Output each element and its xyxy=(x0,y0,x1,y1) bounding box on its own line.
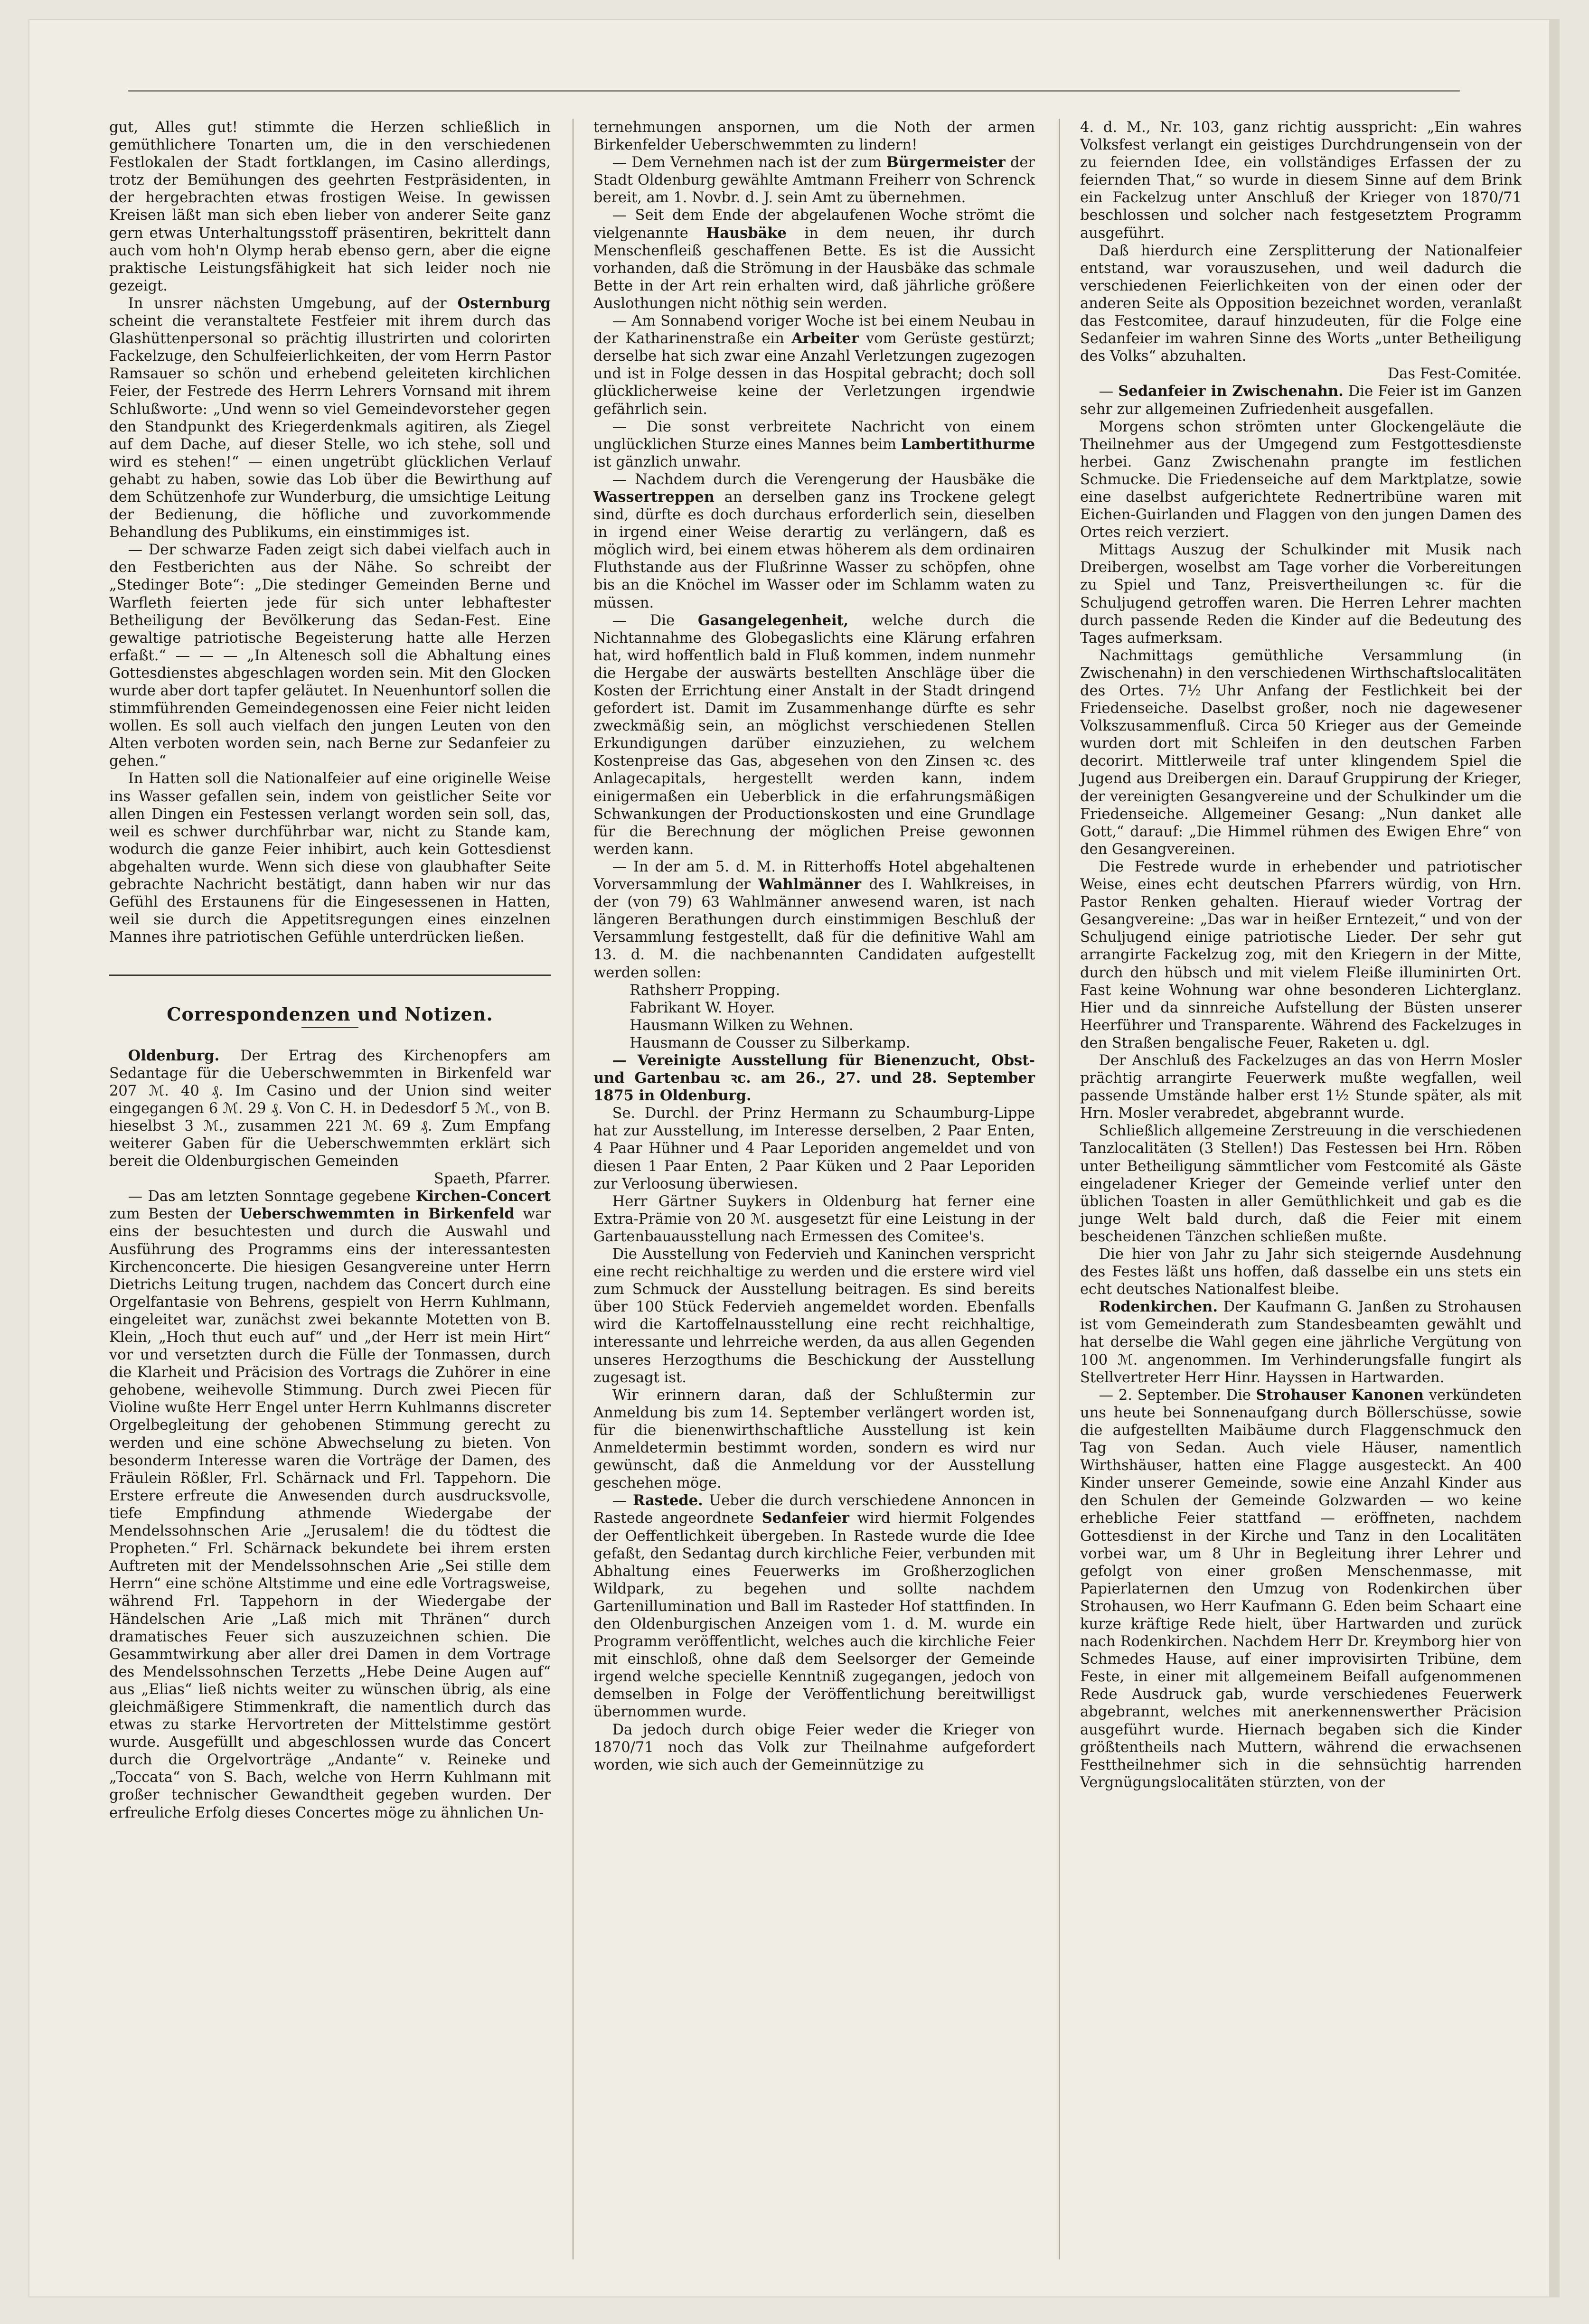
list-item: Hausmann Wilken zu Wehnen. xyxy=(630,1017,854,1034)
paragraph: Rodenkirchen. Der Kaufmann G. Janßen zu Strohausen ist vom Gemeinderath zum Standesbeamten gewählt und hat derselbe die Wahl gegen eine jährliche Vergütung von 100 ℳ. angenommen. Im Verhinderungsfalle fungirt als Stellvertreter Herr Hinr. Hayssen in Hartwarden. xyxy=(1080,1298,1522,1386)
paragraph: Mittags Auszug der Schulkinder mit Musik nach Dreibergen, woselbst am Tage vorher die Vorbereitungen zu Spiel und Tanz, Preisvertheilungen ꝛc. für die Schuljugend getroffen waren. Die Herren Lehrer machten durch passende Reden die Kinder auf die Bedeutung des Tages aufmerksam. xyxy=(1080,542,1522,647)
paragraph: Nachmittags gemüthliche Versammlung (in Zwischenahn) in den verschiedenen Wirthschaftslocalitäten des Ortes. 7½ Uhr Anfang der Festlichkeit bei der Friedenseiche. Daselbst großer, noch nie dagewesener Volkszusammenfluß. Circa 50 Krieger aus der Gemeinde wurden dort mit Schleifen in den deutschen Farben decorirt. Mittlerweile traf unter klingendem Spiel die Jugend aus Dreibergen ein. Darauf Gruppirung der Krieger, der vereinigten Gesangvereine und der Schulkinder um die Friedenseiche. Allgemeiner Gesang: „Nun danket alle Gott,“ darauf: „Die Himmel rühmen des Ewigen Ehre“ von den Gesangvereinen. xyxy=(1080,647,1522,858)
section-heading: Correspondenzen und Notizen. xyxy=(167,1003,493,1025)
paragraph: — Der schwarze Faden zeigt sich dabei vielfach auch in den Festberichten aus der Nähe. So schreibt der „Stedinger Bote“: „Die stedinger Gemeinden Berne und Warfleth feierten jede für sich unter lebhaftester Betheiligung der Bevölkerung das Sedan-Fest. Eine gewaltige patriotische Begeisterung hatte alle Herzen erfaßt.“ — — — „In Altenesch soll die Abhaltung eines Gottesdienstes abgeschlagen worden sein. Mit den Glocken wurde aber dort tapfer geläutet. In Neuenhuntorf sollen die stimmführenden Gemeindegenossen eine Feier nicht leiden wollen. Es soll auch vielfach den jungen Leuten von den Alten verboten worden sein, nach Berne zur Sedanfeier zu gehen.“ xyxy=(109,542,551,770)
paragraph: — 2. September. Die Strohauser Kanonen verkündeten uns heute bei Sonnenaufgang durch Böllerschüsse, sowie die aufgestellten Maibäume durch Flaggenschmuck den Tag von Sedan. Auch viele Häuser, namentlich Wirthshäuser, hatten eine Flagge ausgesteckt. An 400 Kinder unserer Gemeinde, sowie eine Anzahl Kinder aus den Schulen der Gemeinde Golzwarden — wo keine erhebliche Feier stattfand — eröffneten, nachdem Gottesdienst in der Kirche und Tanz in den Localitäten vorbei war, um 8 Uhr in Begleitung ihrer Lehrer und gefolgt von einer großen Menschenmasse, mit Papierlaternen den Umzug von Rodenkirchen über Strohausen, wo Herr Kaufmann G. Eden beim Schaart eine kurze kräftige Rede hielt, über Hartwarden und zurück nach Rodenkirchen. Nachdem Herr Dr. Kreymborg hier von Schmedes Hause, auf einer improvisirten Tribüne, dem Feste, in einer mit allgemeinem Beifall aufgenommenen Rede Ausdruck gab, wurde verschiedenes Feuerwerk abgebrannt, welches mit anerkennenswerther Präcision ausgeführt wurde. Hiernach begaben sich die Kinder größtentheils nach Muttern, während die erwachsenen Festtheilnehmer sich in die sehnsüchtig harrenden Vergnügungslocalitäten stürzten, von der xyxy=(1080,1386,1522,1791)
paragraph: In unsrer nächsten Umgebung, auf der Osternburg scheint die veranstaltete Festfeier mit ihrem durch das Glashüttenpersonal so prächtig illustrirten und colorirten Fackelzuge, den Schulfeierlichkeiten, der vom Herrn Pastor Ramsauer so schön und erhebend geleiteten kirchlichen Feier, der Festrede des Herrn Lehrers Vornsand mit ihrem Schlußworte: „Und wenn so viel Gemeindevorsteher gegen den Standpunkt des Kriegerdenkmals agitiren, als Ziegel auf dem Dache, auf dieser Stelle, wo ich stehe, soll und wird es stehen!“ — einen ungetrübt glücklichen Verlauf gehabt zu haben, sowie das Lob über die Bewirthung auf dem Schützenhofe zur Wunderburg, die umsichtige Leitung der Bedienung, die höfliche und zuvorkommende Behandlung des Publikums, ein einstimmiges ist. xyxy=(109,294,551,541)
paragraph: 4. d. M., Nr. 103, ganz richtig ausspricht: „Ein wahres Volksfest verlangt ein geistiges Durchdrungensein von der zu feiernden Idee, ein vollständiges Erfassen der zu feiernden That,“ so wurde in diesem Sinne auf dem Brink ein Fackelzug unter Anschluß der Krieger von 1870/71 beschlossen und solcher nach festgesetztem Programm ausgeführt. xyxy=(1080,119,1522,242)
column-3 xyxy=(1080,119,1522,2259)
signature: Spaeth, Pfarrer. xyxy=(433,1171,551,1188)
newspaper-page xyxy=(28,19,1560,2297)
column-1 xyxy=(109,119,551,2259)
paragraph: Der Anschluß des Fackelzuges an das von Herrn Mosler prächtig arrangirte Feuerwerk mußte wegfallen, weil passende Umstände halber erst 1½ Stunde später, als mit Hrn. Mosler verabredet, abgebrannt wurde. xyxy=(1080,1052,1522,1122)
section-rule xyxy=(109,975,551,976)
signature: Das Fest-Comitée. xyxy=(1387,365,1522,383)
paragraph: Die hier von Jahr zu Jahr sich steigernde Ausdehnung des Festes läßt uns hoffen, daß dasselbe ein uns stets ein echt deutsches Nationalfest bleibe. xyxy=(1080,1246,1522,1298)
paragraph: Oldenburg. Der Ertrag des Kirchenopfers am Sedantage für die Ueberschwemmten in Birkenfeld war 207 ℳ. 40 ₰. Im Casino und der Union sind weiter eingegangen 6 ℳ. 29 ₰. Von C. H. in Dedesdorf 5 ℳ., von B. hieselbst 3 ℳ., zusammen 221 ℳ. 69 ₰. Zum Empfang weiterer Gaben für die Ueberschwemmten erklärt sich bereit die Oldenburgischen Gemeinden xyxy=(109,1047,551,1170)
paragraph: — Sedanfeier in Zwischenahn. Die Feier ist im Ganzen sehr zur allgemeinen Zufriedenheit ausgefallen. xyxy=(1080,383,1522,418)
paragraph: Die Ausstellung von Federvieh und Kaninchen verspricht eine recht reichhaltige zu werden und die erstere wird viel zum Schmuck der Ausstellung beitragen. Es sind bereits über 100 Stück Federvieh angemeldet worden. Ebenfalls wird die Kartoffelnausstellung eine recht reichhaltige, interessante und lehrreiche werden, da aus allen Gegenden unseres Herzogthums die Beschickung der Ausstellung zugesagt ist. xyxy=(593,1246,1035,1386)
paragraph: ternehmungen anspornen, um die Noth der armen Birkenfelder Ueberschwemmten zu lindern! xyxy=(593,119,1035,154)
page-edge xyxy=(1549,19,1560,2297)
list-item: Rathsherr Propping. xyxy=(630,982,780,999)
column-divider xyxy=(1059,119,1060,2259)
paragraph: Daß hierdurch eine Zersplitterung der Nationalfeier entstand, war vorauszusehen, und weil dadurch die verschiedenen Feierlichkeiten von der einen oder der anderen Seite als Opposition bezeichnet worden, veranlaßt das Festcomitee, darauf hinzudeuten, für die Folge eine Sedanfeier im wahren Sinne des Worts „unter Betheiligung des Volks“ abzuhalten. xyxy=(1080,242,1522,365)
paragraph: — Die Gasangelegenheit, welche durch die Nichtannahme des Globegaslichts eine Klärung erfahren hat, wird hoffentlich bald in Fluß kommen, indem nunmehr die Hergabe der auswärts bestellten Anschläge über die Kosten der Errichtung einer Anstalt in der Stadt dringend gefordert ist. Damit im Zusammenhange dürfte es sehr zweckmäßig sein, an möglichst verschiedenen Stellen Erkundigungen darüber einzuziehen, zu welchem Kostenpreise das Gas, abgesehen von den Zinsen ꝛc. des Anlagecapitals, hergestellt werden kann, indem einigermaßen ein Ueberblick in die erfahrungsmäßigen Schwankungen der Productionskosten und eine Grundlage für die Berechnung der möglichen Preise gewonnen werden kann. xyxy=(593,611,1035,858)
paragraph: — Das am letzten Sonntage gegebene Kirchen-Concert zum Besten der Ueberschwemmten in Birkenfeld war eins der besuchtesten und durch die Auswahl und Ausführung des Programms eins der interessantesten Kirchenconcerte. Die hiesigen Gesangvereine unter Herrn Dietrichs Leitung trugen, nachdem das Concert durch eine Orgelfantasie von Behrens, gespielt von Herrn Kuhlmann, eingeleitet war, zunächst zwei bekannte Motetten von B. Klein, „Hoch thut euch auf“ und „der Herr ist mein Hirt“ vor und versetzten durch die Fülle der Tonmassen, durch die Klarheit und Präcision des Vortrags die Zuhörer in eine gehobene, weihevolle Stimmung. Durch zwei Piecen für Violine wußte Herr Engel unter Herrn Kuhlmanns discreter Orgelbegleitung der gehobenen Stimmung gerecht zu werden und eine schöne Abwechselung zu bieten. Von besonderm Interesse waren die Vorträge der Damen, des Fräulein Rößler, Frl. Schärnack und Frl. Tappehorn. Die Erstere erfreute die Anwesenden durch ausdrucksvolle, tiefe Empfindung athmende Wiedergabe der Mendelssohnschen Arie „Jerusalem! die du tödtest die Propheten.“ Frl. Schärnack bekundete bei ihrem ersten Auftreten mit der Mendelssohnschen Arie „Sei stille dem Herrn“ eine schöne Altstimme und eine edle Vortragsweise, während Frl. Tappehorn in der Wiedergabe der Händelschen Arie „Laß mich mit Thränen“ durch dramatisches Feuer sich auszuzeichnen schien. Die Gesammtwirkung aber aller drei Damen in dem Vortrage des Mendelssohnschen Terzetts „Hebe Deine Augen auf“ aus „Elias“ ließ nichts weiter zu wünschen übrig, als eine gleichmäßigere Stimmenkraft, die namentlich durch das etwas zu starke Hervortreten der Mittelstimme gestört wurde. Ausgefüllt und abgeschlossen wurde das Concert durch die Orgelvorträge „Andante“ v. Reineke und „Toccata“ von S. Bach, welche von Herrn Kuhlmann mit großer technischer Gewandtheit gegeben wurden. Der erfreuliche Erfolg dieses Concertes möge zu ähnlichen Un- xyxy=(109,1188,551,1821)
paragraph: Wir erinnern daran, daß der Schlußtermin zur Anmeldung bis zum 14. September verlängert worden ist, für die bienenwirthschaftliche Ausstellung ist kein Anmeldetermin bestimmt worden, sondern es wird nur gewünscht, daß die Anmeldung vor der Ausstellung geschehen möge. xyxy=(593,1387,1035,1492)
paragraph-heading: — Vereinigte Ausstellung für Bienenzucht, Obst- und Gartenbau ꝛc. am 26., 27. und 28. September 1875 in Oldenburg. xyxy=(593,1051,1035,1105)
list-item: Fabrikant W. Hoyer. xyxy=(630,999,775,1016)
paragraph: — Dem Vernehmen nach ist der zum Bürgermeister der Stadt Oldenburg gewählte Amtmann Freiherr von Schrenck bereit, am 1. Novbr. d. J. sein Amt zu übernehmen. xyxy=(593,154,1035,206)
heading-rule xyxy=(301,1027,358,1028)
candidate-list xyxy=(593,982,1035,1052)
paragraph: Die Festrede wurde in erhebender und patriotischer Weise, eines echt deutschen Pfarrers würdig, von Hrn. Pastor Renken gehalten. Hierauf wieder Vortrag der Gesangvereine: „Das war in heißer Erntezeit,“ und von der Schuljugend einige patriotische Lieder. Der sehr gut arrangirte Fackelzug zog, mit den Kriegern in der Mitte, durch den hübsch und mit vielem Fleiße illuminirten Ort. Fast keine Wohnung war ohne besonderen Lichterglanz. Hier und da sinnreiche Aufstellung der Büsten unserer Heerführer und Transparente. Während des Fackelzuges in den Straßen bengalische Feuer, Raketen u. dgl. xyxy=(1080,858,1522,1051)
paragraph: Da jedoch durch obige Feier weder die Krieger von 1870/71 noch das Volk zur Theilnahme aufgefordert worden, wie sich auch der Gemeinnützige zu xyxy=(593,1721,1035,1773)
paragraph: — In der am 5. d. M. in Ritterhoffs Hotel abgehaltenen Vorversammlung der Wahlmänner des I. Wahlkreises, in der (von 79) 63 Wahlmänner anwesend waren, ist nach längeren Berathungen durch einstimmigen Beschluß der Versammlung festgestellt, daß für die definitive Wahl am 13. d. M. die nachbenannten Candidaten aufgestellt werden sollen: xyxy=(593,858,1035,981)
paragraph: Schließlich allgemeine Zerstreuung in die verschiedenen Tanzlocalitäten (3 Stellen!) Das Festessen bei Hrn. Röben unter Betheiligung sämmtlicher vom Festcomité als Gäste eingeladener Krieger der Gemeinde verlief unter den üblichen Toasten in aller Gemüthlichkeit und gab es die junge Welt bald durch, daß die Feier mit einem bescheidenen Tänzchen schließen mußte. xyxy=(1080,1123,1522,1245)
paragraph: — Rastede. Ueber die durch verschiedene Annoncen in Rastede angeordnete Sedanfeier wird hiermit Folgendes der Oeffentlichkeit übergeben. In Rastede wurde die Idee gefaßt, den Sedantag durch kirchliche Feier, verbunden mit Abhaltung eines Feuerwerks im Großherzoglichen Wildpark, zu begehen und sollte nachdem Gartenillumination und Ball im Rasteder Hof stattfinden. In den Oldenburgischen Anzeigen vom 1. d. M. wurde ein Programm veröffentlicht, welches auch die kirchliche Feier mit einschloß, ohne daß dem Seelsorger der Gemeinde irgend welche specielle Kenntniß zugegangen, jedoch von demselben in Folge der Veröffentlichung bereitwilligst übernommen wurde. xyxy=(593,1492,1035,1721)
paragraph: Se. Durchl. der Prinz Hermann zu Schaumburg-Lippe hat zur Ausstellung, im Interesse derselben, 2 Paar Enten, 4 Paar Hühner und 4 Paar Leporiden angemeldet und von diesen 1 Paar Enten, 2 Paar Küken und 2 Paar Leporiden zur Verloosung überwiesen. xyxy=(593,1105,1035,1192)
paragraph: In Hatten soll die Nationalfeier auf eine originelle Weise ins Wasser gefallen sein, indem von geistlicher Seite vor allen Dingen ein Festessen verlangt worden sein soll, das, weil es schwer durchführbar war, nicht zu Stande kam, wodurch die ganze Feier inhibirt, auch kein Gottesdienst abgehalten wurde. Wenn sich diese von glaubhafter Seite gebrachte Nachricht bestätigt, dann haben wir nur das Gefühl des Erstaunens für die Eingesessenen in Hatten, weil sie durch die Appetitsregungen eines einzelnen Mannes ihre patriotischen Gefühle unterdrücken ließen. xyxy=(109,770,551,946)
column-divider xyxy=(573,119,574,2259)
top-rule xyxy=(128,90,1460,92)
paragraph: Morgens schon strömten unter Glockengeläute die Theilnehmer aus der Umgegend zum Festgottesdienste herbei. Ganz Zwischenahn prangte im festlichen Schmucke. Die Friedenseiche auf dem Marktplatze, sowie eine daselbst aufgerichtete Rednertribüne waren mit Eichen-Guirlanden und Flaggen von den jungen Damen des Ortes reich verziert. xyxy=(1080,418,1522,541)
paragraph: — Seit dem Ende der abgelaufenen Woche strömt die vielgenannte Hausbäke in dem neuen, ihr durch Menschenfleiß geschaffenen Bette. Es ist die Aussicht vorhanden, daß die Strömung in der Hausbäke das schmale Bette in der Art rein erhalten wird, daß jährliche größere Auslothungen nicht nöthig sein werden. xyxy=(593,207,1035,312)
paragraph: — Die sonst verbreitete Nachricht von einem unglücklichen Sturze eines Mannes beim Lambertithurme ist gänzlich unwahr. xyxy=(593,418,1035,470)
paragraph: Herr Gärtner Suykers in Oldenburg hat ferner eine Extra-Prämie von 20 ℳ. ausgesetzt für eine Leistung in der Gartenbauausstellung nach Ermessen des Comitee's. xyxy=(593,1193,1035,1245)
list-item: Hausmann de Cousser zu Silberkamp. xyxy=(630,1034,911,1051)
paragraph: — Am Sonnabend voriger Woche ist bei einem Neubau in der Katharinenstraße ein Arbeiter vom Gerüste gestürzt; derselbe hat sich zwar eine Anzahl Verletzungen zugezogen und ist in Folge dessen in das Hospital gebracht; doch soll glücklicherweise keine der Verletzungen irgendwie gefährlich sein. xyxy=(593,313,1035,418)
paragraph: — Nachdem durch die Verengerung der Hausbäke die Wassertreppen an derselben ganz ins Trockene gelegt sind, dürfte es doch durchaus erforderlich sein, dieselben in irgend einer Weise derartig zu verlängern, daß es möglich wird, bei einem etwas höherem als dem ordinairen Fluthstande aus der Flußrinne Wasser zu schöpfen, ohne bis an die Knöchel im Wasser oder im Schlamm waten zu müssen. xyxy=(593,471,1035,611)
paragraph: gut, Alles gut! stimmte die Herzen schließlich in gemüthlichere Tonarten um, die in den verschiedenen Festlokalen der Stadt fortklangen, im Casino allerdings, trotz der Bemühungen des geehrten Festpräsidenten, in der hergebrachten etwas frostigen Weise. In gewissen Kreisen läßt man sich eben lieber von anderer Seite ganz gern etwas Unterhaltungsstoff präsentiren, bekrittelt dann auch vom hoh'n Olymp herab ebenso gern, aber die eigne praktische Leistungsfähigkeit hat sich leider noch nie gezeigt. xyxy=(109,119,551,294)
column-2 xyxy=(593,119,1035,2259)
